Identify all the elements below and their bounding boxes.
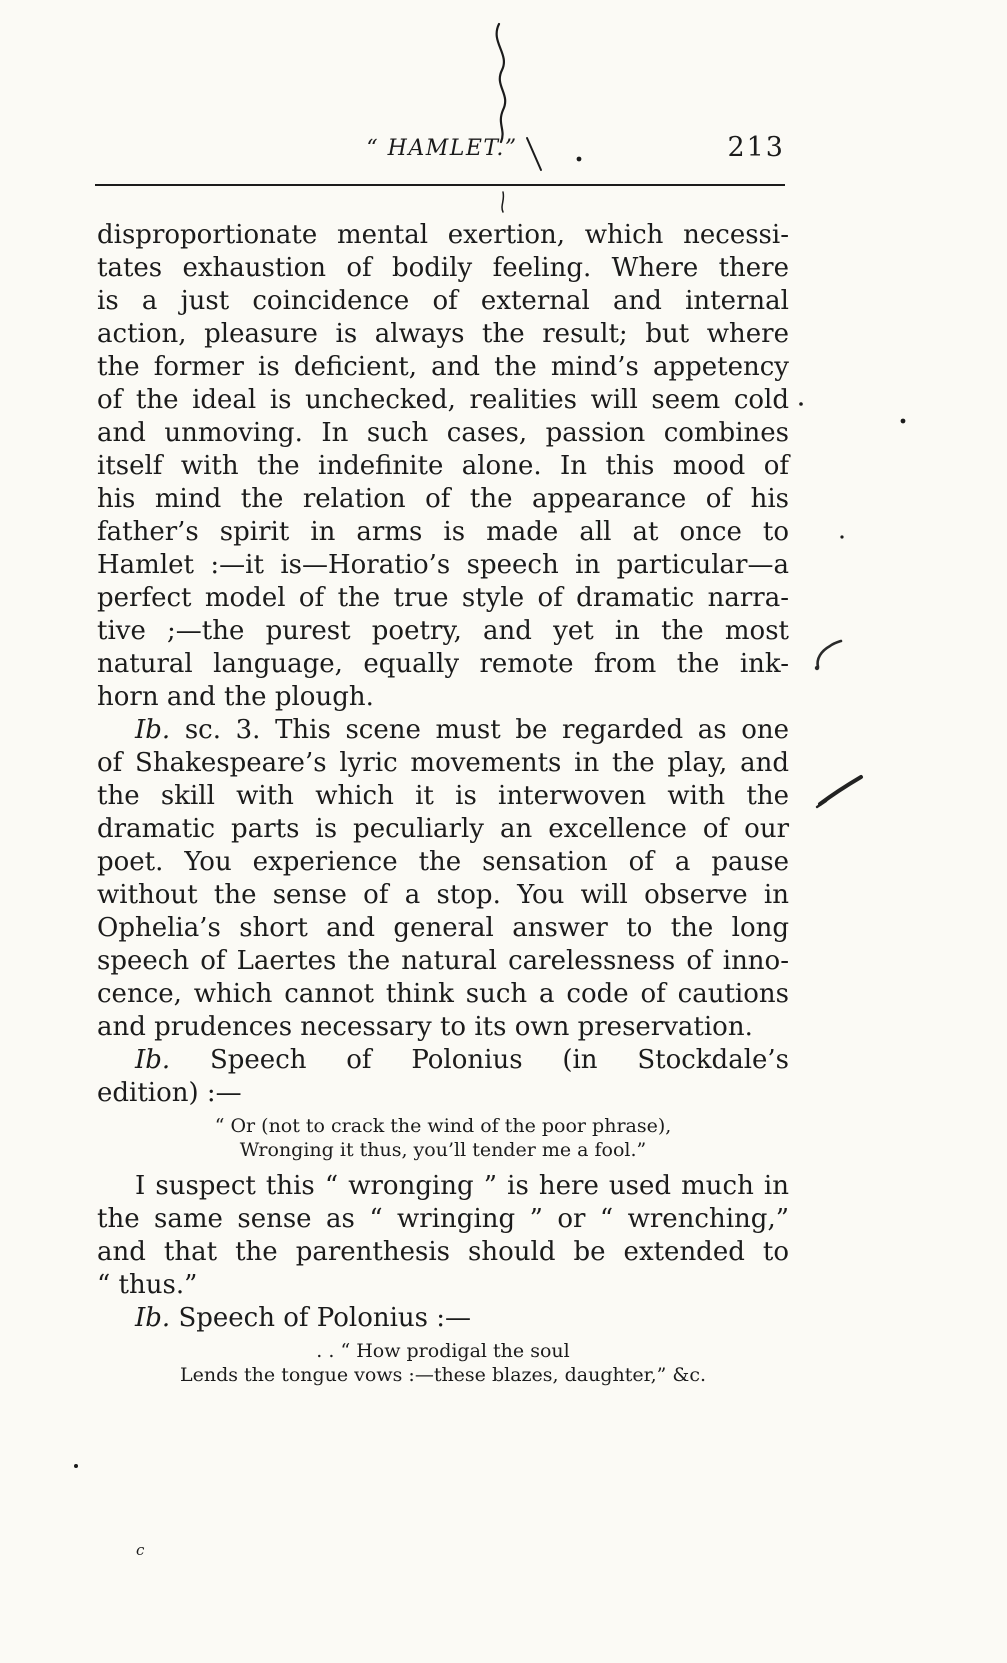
text-line [97,945,789,978]
text-line [97,615,789,648]
text-line [97,1236,789,1269]
text-segment: poet. You experience the sensation of a pause [97,847,789,877]
text-segment: Hamlet :—it is—Horatio’s speech in particular—a [97,550,789,580]
text-segment: the former is deficient, and the mind’s appetency [97,352,789,382]
text-segment: Ophelia’s short and general answer to the long [97,913,789,943]
pencil-slash-tail-2 [817,801,826,807]
text-line [97,1203,789,1236]
text-segment: of the ideal is unchecked, realities will seem cold [97,385,789,415]
text-line [97,780,789,813]
text-segment: action, pleasure is always the result; but where [97,319,789,349]
ink-dot-line6-end [799,402,803,406]
text-line [97,450,789,483]
text-line [97,1114,789,1138]
ink-dot-right-margin [901,419,906,424]
text-segment: sc. 3. This scene must be regarded as one [170,715,789,745]
paragraph [97,1170,789,1302]
text-line [97,714,789,747]
text-segment: the skill with which it is interwoven with the [97,781,789,811]
text-segment: “ thus.” [97,1270,198,1300]
text-segment: Wronging it thus, you’ll tender me a fool.” [239,1139,647,1161]
page-number: 213 [727,132,785,163]
text-line [97,1138,789,1162]
text-segment: is a just coincidence of external and internal [97,286,789,316]
text-line [97,285,789,318]
text-segment: tates exhaustion of bodily feeling. Where there [97,253,789,283]
text-segment: and that the parenthesis should be extended to [97,1237,789,1267]
text-segment: speech of Laertes the natural carelessness of inno- [97,946,789,976]
italic-text: Ib. [135,1303,171,1333]
printers-mark: c [136,1541,145,1559]
text-line [97,648,789,681]
text-line [97,384,789,417]
text-segment: his mind the relation of the appearance of his [97,484,789,514]
text-segment: of Shakespeare’s lyric movements in the play, and [97,748,789,778]
text-segment: and unmoving. In such cases, passion combines [97,418,789,448]
page-text [97,219,789,1395]
page-header [97,132,787,176]
text-segment: and prudences necessary to its own preservation. [97,1012,753,1042]
paragraph [97,219,789,714]
text-line [97,1044,789,1077]
text-line [97,1269,789,1302]
text-line [97,417,789,450]
text-segment: tive ;—the purest poetry, and yet in the most [97,616,789,646]
pencil-check-dot-1 [815,666,819,670]
text-segment: Lends the tongue vows :—these blazes, daughter,” &c. [179,1364,707,1386]
text-line [97,1339,789,1363]
text-line [97,219,789,252]
text-line [97,813,789,846]
ink-dot-mid-right [840,535,843,538]
verse-quote [97,1114,789,1162]
text-line [97,879,789,912]
paragraph [97,1044,789,1110]
text-line [97,1170,789,1203]
text-line [97,351,789,384]
pencil-slash-mark-2 [820,777,861,804]
text-segment: the same sense as “ wringing ” or “ wrenching,” [97,1204,789,1234]
text-line [97,1302,789,1335]
italic-text: Ib. [135,1045,171,1075]
text-line [97,1077,789,1110]
text-segment: itself with the indefinite alone. In this mood of [97,451,789,481]
paragraph [97,714,789,1044]
verse-quote [97,1339,789,1387]
text-line [97,318,789,351]
ink-dot-left-bottom [74,1464,78,1468]
text-segment: horn and the plough. [97,682,374,712]
text-segment: “ Or (not to crack the wind of the poor phrase), [214,1115,672,1137]
text-line [97,483,789,516]
text-segment: . . “ How prodigal the soul [316,1340,570,1362]
text-segment: perfect model of the true style of dramatic narra- [97,583,789,613]
text-line [97,516,789,549]
ink-squiggle [497,24,506,142]
text-line [97,978,789,1011]
text-line [97,549,789,582]
text-segment: dramatic parts is peculiarly an excellence of our [97,814,789,844]
text-segment: edition) :— [97,1078,242,1108]
ink-tick-below-rule [502,192,503,212]
text-line [97,747,789,780]
text-line [97,1363,789,1387]
header-rule [95,184,785,186]
text-segment: I suspect this “ wronging ” is here used much in [135,1171,789,1201]
text-segment: father’s spirit in arms is made all at once to [97,517,789,547]
text-segment: Speech of Polonius :— [170,1303,472,1333]
text-segment: Speech of Polonius (in Stockdale’s [170,1045,789,1075]
text-segment: without the sense of a stop. You will observe in [97,880,789,910]
text-line [97,846,789,879]
text-line [97,681,789,714]
pencil-check-mark-1 [818,641,841,667]
italic-text: Ib. [135,715,171,745]
text-segment: cence, which cannot think such a code of cautions [97,979,789,1009]
running-title: “ HAMLET.” [366,136,518,161]
text-segment: natural language, equally remote from the ink- [97,649,789,679]
text-segment: disproportionate mental exertion, which necessi- [97,220,789,250]
text-line [97,582,789,615]
text-line [97,252,789,285]
text-line [97,912,789,945]
text-line [97,1011,789,1044]
paragraph [97,1302,789,1335]
